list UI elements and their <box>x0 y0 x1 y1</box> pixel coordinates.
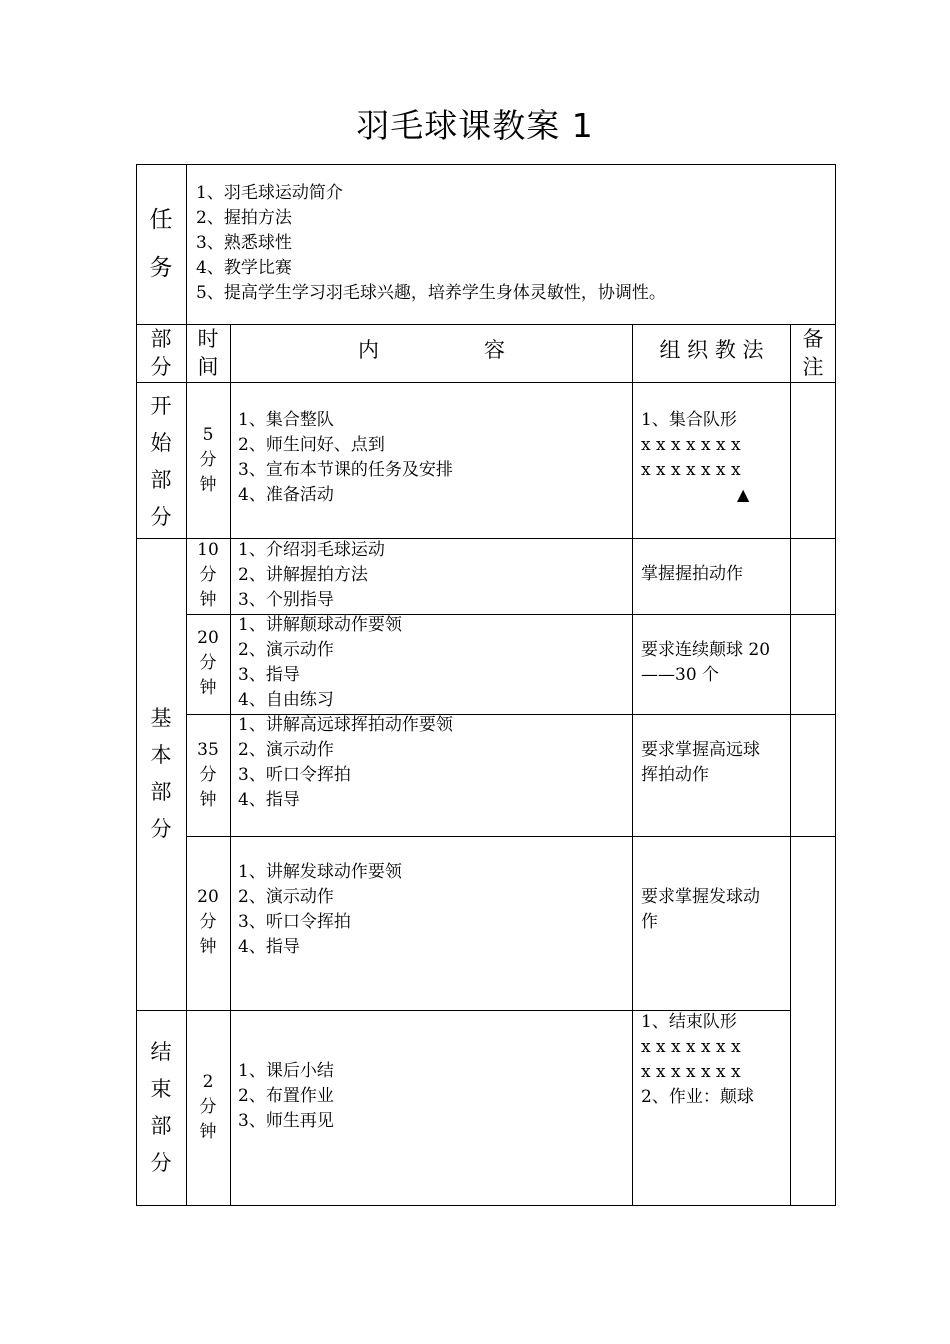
task-list <box>196 181 826 306</box>
basic-row-time: 35 分 钟 <box>197 740 219 810</box>
basic-row-content: 1、讲解颠球动作要领 2、演示动作 3、指导 4、自由练习 <box>238 615 402 710</box>
teacher-position-marker: ▲ <box>737 485 750 504</box>
section-start-label: 开 始 部 分 <box>150 394 172 529</box>
basic-row-content: 1、讲解高远球挥拍动作要领 2、演示动作 3、听口令挥拍 4、指导 <box>238 715 453 810</box>
basic-row-time: 20 分 钟 <box>197 628 219 698</box>
column-divider <box>230 324 231 1206</box>
basic-row-method: 要求连续颠球 20 ——30 个 <box>641 640 771 685</box>
basic-row-time: 10 分 钟 <box>197 540 219 610</box>
basic-row-method: 掌握握拍动作 <box>641 564 743 584</box>
table-border-right <box>835 164 836 1206</box>
header-method: 组 织 教 法 <box>659 338 764 362</box>
row-divider <box>136 382 836 383</box>
task-item: 5、提高学生学习羽毛球兴趣，培养学生身体灵敏性，协调性。 <box>196 283 666 303</box>
section-end-method: 1、结束队形 x x x x x x x x x x x x x x 2、作业：颠球 <box>641 1012 754 1107</box>
basic-row-content: 1、介绍羽毛球运动 2、讲解握拍方法 3、个别指导 <box>238 540 385 610</box>
basic-row-time: 20 分 钟 <box>197 887 219 957</box>
task-item: 2、握拍方法 <box>196 208 292 228</box>
row-divider <box>187 836 836 837</box>
header-note: 备 注 <box>802 327 824 379</box>
row-divider <box>136 324 836 325</box>
table-border-bottom <box>136 1205 836 1206</box>
section-end-label: 结 束 部 分 <box>150 1040 172 1175</box>
basic-row-method: 要求掌握高远球 挥拍动作 <box>641 740 760 785</box>
column-divider <box>790 324 791 1206</box>
task-item: 3、熟悉球性 <box>196 233 292 253</box>
task-item: 1、羽毛球运动简介 <box>196 183 343 203</box>
basic-row-method: 要求掌握发球动 作 <box>641 887 760 932</box>
header-content: 内 容 <box>358 338 505 362</box>
basic-row-content: 1、讲解发球动作要领 2、演示动作 3、听口令挥拍 4、指导 <box>238 862 402 957</box>
section-end-content: 1、课后小结 2、布置作业 3、师生再见 <box>238 1061 334 1131</box>
section-start-content: 1、集合整队 2、师生问好、点到 3、宣布本节课的任务及安排 4、准备活动 <box>238 410 453 505</box>
section-basic-label: 基 本 部 分 <box>150 706 172 841</box>
section-start-method: 1、集合队形 x x x x x x x x x x x x x x <box>641 410 741 480</box>
column-divider <box>632 324 633 1206</box>
page-title: 羽毛球课教案 1 <box>356 106 594 145</box>
section-end-time: 2 分 钟 <box>199 1072 217 1142</box>
task-label: 任 务 <box>149 207 173 281</box>
header-time: 时 间 <box>197 327 219 379</box>
task-item: 4、教学比赛 <box>196 258 292 278</box>
header-part: 部 分 <box>150 327 172 379</box>
section-start-time: 5 分 钟 <box>199 425 217 495</box>
table-border-top <box>136 164 836 165</box>
